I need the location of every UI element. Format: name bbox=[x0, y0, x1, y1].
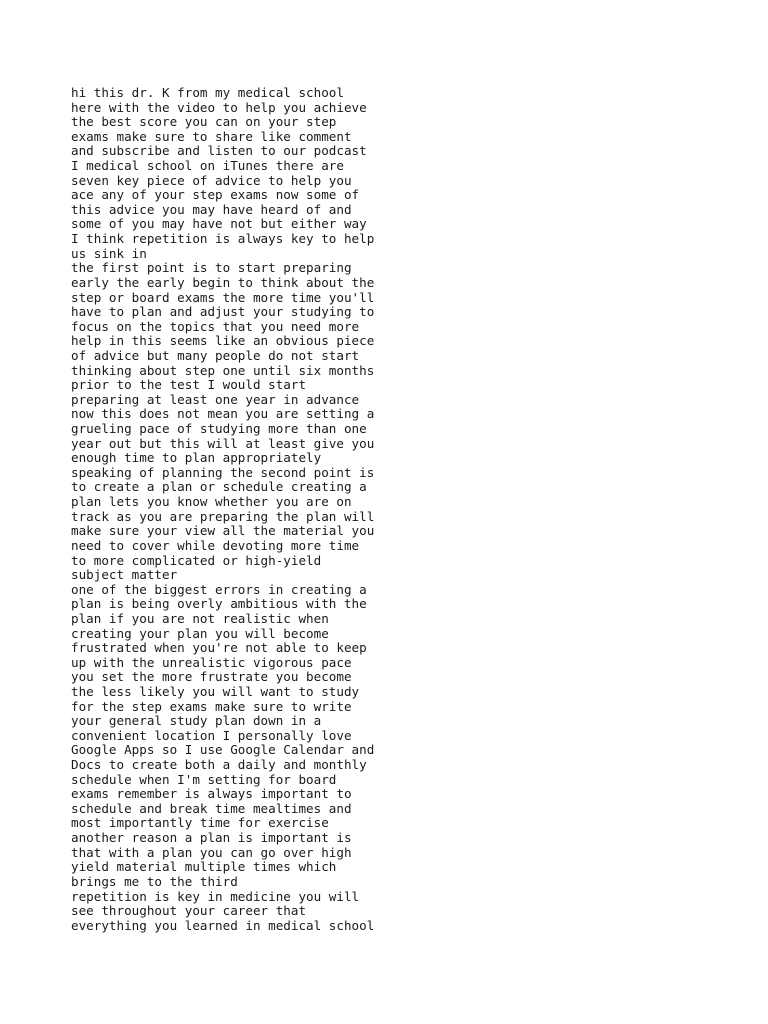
text-line: focus on the topics that you need more bbox=[71, 318, 360, 334]
text-line: have to plan and adjust your studying to bbox=[71, 304, 375, 320]
text-line: grueling pace of studying more than one bbox=[71, 421, 367, 437]
text-line: need to cover while devoting more time bbox=[71, 537, 360, 553]
text-line: hi this dr. K from my medical school bbox=[71, 85, 344, 100]
text-line: step or board exams the more time you'll bbox=[71, 289, 375, 305]
text-line: subject matter bbox=[71, 567, 178, 583]
text-line: another reason a plan is important is bbox=[71, 830, 352, 846]
text-line: prior to the test I would start bbox=[71, 377, 307, 393]
text-line: everything you learned in medical school bbox=[71, 917, 375, 933]
text-line: exams remember is always important to bbox=[71, 786, 352, 802]
text-line: enough time to plan appropriately bbox=[71, 450, 322, 466]
text-line: you set the more frustrate you become bbox=[71, 669, 352, 685]
text-line: track as you are preparing the plan will bbox=[71, 508, 375, 524]
text-line: here with the video to help you achieve bbox=[71, 99, 367, 115]
text-line: I think repetition is always key to help bbox=[71, 231, 375, 247]
text-line: I medical school on iTunes there are bbox=[71, 158, 344, 174]
text-line: see throughout your career that bbox=[71, 903, 307, 919]
text-line: repetition is key in medicine you will bbox=[71, 888, 360, 904]
text-line: brings me to the third bbox=[71, 873, 238, 889]
text-line: the first point is to start preparing bbox=[71, 260, 352, 276]
text-line: Google Apps so I use Google Calendar and bbox=[71, 742, 375, 758]
text-line: now this does not mean you are setting a bbox=[71, 406, 375, 422]
text-line: plan if you are not realistic when bbox=[71, 610, 329, 626]
text-line: that with a plan you can go over high bbox=[71, 844, 352, 860]
text-line: to create a plan or schedule creating a bbox=[71, 479, 367, 495]
text-line: schedule and break time mealtimes and bbox=[71, 800, 352, 816]
transcript-text bbox=[71, 86, 711, 933]
text-line: for the step exams make sure to write bbox=[71, 698, 352, 714]
text-line: thinking about step one until six months bbox=[71, 362, 375, 378]
text-line: seven key piece of advice to help you bbox=[71, 172, 352, 188]
text-line: the best score you can on your step bbox=[71, 114, 337, 130]
text-line: early the early begin to think about the bbox=[71, 274, 375, 290]
text-line: one of the biggest errors in creating a bbox=[71, 581, 367, 597]
text-line: schedule when I'm setting for board bbox=[71, 771, 337, 787]
text-line: yield material multiple times which bbox=[71, 859, 337, 875]
text-line: some of you may have not but either way bbox=[71, 216, 367, 232]
text-line: up with the unrealistic vigorous pace bbox=[71, 654, 352, 670]
text-line: this advice you may have heard of and bbox=[71, 201, 352, 217]
text-line: make sure your view all the material you bbox=[71, 523, 375, 539]
text-line: ace any of your step exams now some of bbox=[71, 187, 360, 203]
text-line: the less likely you will want to study bbox=[71, 683, 360, 699]
text-line: plan is being overly ambitious with the bbox=[71, 596, 367, 612]
text-line: exams make sure to share like comment bbox=[71, 128, 352, 144]
text-line: plan lets you know whether you are on bbox=[71, 494, 352, 510]
text-line: convenient location I personally love bbox=[71, 727, 352, 743]
text-line: preparing at least one year in advance bbox=[71, 391, 360, 407]
text-line: Docs to create both a daily and monthly bbox=[71, 757, 367, 773]
text-line: us sink in bbox=[71, 245, 147, 261]
text-line: help in this seems like an obvious piece bbox=[71, 333, 375, 349]
text-line: creating your plan you will become bbox=[71, 625, 329, 641]
text-line: speaking of planning the second point is bbox=[71, 464, 375, 480]
text-line: most importantly time for exercise bbox=[71, 815, 329, 831]
text-line: of advice but many people do not start bbox=[71, 347, 360, 363]
text-line: year out but this will at least give you bbox=[71, 435, 375, 451]
text-line: frustrated when you're not able to keep bbox=[71, 640, 367, 656]
text-line: to more complicated or high-yield bbox=[71, 552, 322, 568]
text-line: and subscribe and listen to our podcast bbox=[71, 143, 367, 159]
text-line: your general study plan down in a bbox=[71, 713, 322, 729]
